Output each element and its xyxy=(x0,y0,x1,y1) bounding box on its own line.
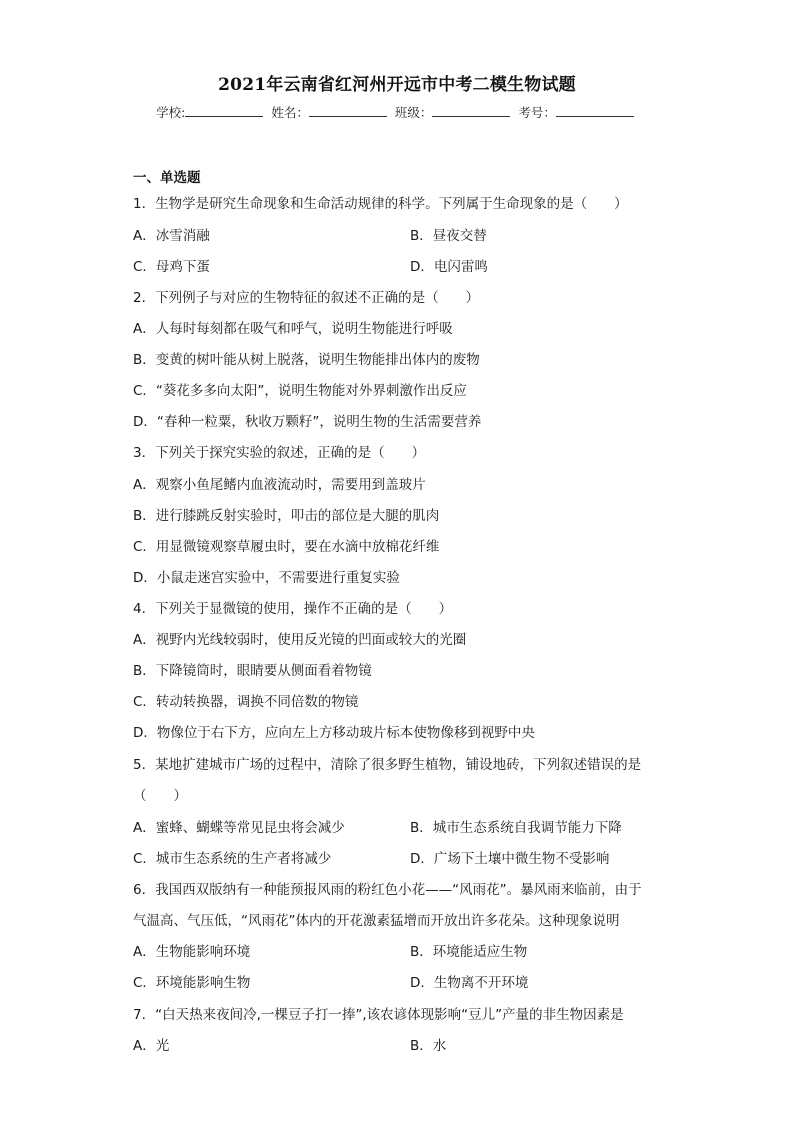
question-4-option-d[interactable]: D．物像位于右下方，应向左上方移动玻片标本使物像移到视野中央 xyxy=(133,725,535,741)
question-2-option-d[interactable]: D．“春种一粒粟，秋收万颗籽”，说明生物的生活需要营养 xyxy=(133,414,482,430)
class-label: 班级： xyxy=(394,105,433,120)
question-2-stem: 2．下列例子与对应的生物特征的叙述不正确的是（ ） xyxy=(133,290,480,306)
question-7-option-a[interactable]: A．光 xyxy=(133,1038,170,1054)
question-3-option-c[interactable]: C．用显微镜观察草履虫时，要在水滴中放棉花纤维 xyxy=(133,539,440,555)
question-7-stem: 7．“白天热来夜间冷,一棵豆子打一捧”,该农谚体现影响“豆儿”产量的非生物因素是 xyxy=(133,1007,624,1023)
question-2-option-b[interactable]: B．变黄的树叶能从树上脱落，说明生物能排出体内的废物 xyxy=(133,352,480,368)
question-5-option-b[interactable]: B．城市生态系统自我调节能力下降 xyxy=(410,820,622,836)
exam-number-blank[interactable] xyxy=(556,104,634,117)
school-blank[interactable] xyxy=(185,104,263,117)
question-1-option-b[interactable]: B．昼夜交替 xyxy=(410,228,487,244)
question-4-option-c[interactable]: C．转动转换器，调换不同倍数的物镜 xyxy=(133,694,359,710)
student-info-line xyxy=(0,103,794,121)
question-3-option-b[interactable]: B．进行膝跳反射实验时，叩击的部位是大腿的肌肉 xyxy=(133,508,440,524)
question-6-stem: 6．我国西双版纳有一种能预报风雨的粉红色小花——“风雨花”。暴风雨来临前，由于 xyxy=(133,882,642,898)
question-4-option-a[interactable]: A．视野内光线较弱时，使用反光镜的凹面或较大的光圈 xyxy=(133,632,467,648)
class-blank[interactable] xyxy=(432,104,510,117)
question-1-stem: 1．生物学是研究生命现象和生命活动规律的科学。下列属于生命现象的是（ ） xyxy=(133,196,628,212)
question-4-option-b[interactable]: B．下降镜筒时，眼睛要从侧面看着物镜 xyxy=(133,663,372,679)
question-5-option-d[interactable]: D．广场下土壤中微生物不受影响 xyxy=(410,851,610,867)
question-3-option-a[interactable]: A．观察小鱼尾鳍内血液流动时，需要用到盖玻片 xyxy=(133,477,426,493)
name-blank[interactable] xyxy=(309,104,387,117)
name-label: 姓名： xyxy=(271,105,309,120)
question-6-option-d[interactable]: D．生物离不开环境 xyxy=(410,975,529,991)
question-7-option-b[interactable]: B．水 xyxy=(410,1038,447,1054)
question-1-option-c[interactable]: C．母鸡下蛋 xyxy=(133,259,210,275)
question-1-option-d[interactable]: D．电闪雷鸣 xyxy=(410,259,488,275)
question-6-stem-cont: 气温高、气压低，“风雨花”体内的开花激素猛增而开放出许多花朵。这种现象说明 xyxy=(133,913,620,929)
question-1-option-a[interactable]: A．冰雪消融 xyxy=(133,228,210,244)
page-title: 2021年云南省红河州开远市中考二模生物试题 xyxy=(218,75,576,95)
question-4-stem: 4．下列关于显微镜的使用，操作不正确的是（ ） xyxy=(133,601,453,617)
question-5-stem-cont: （ ） xyxy=(133,788,187,804)
question-5-stem: 5．某地扩建城市广场的过程中，清除了很多野生植物，铺设地砖，下列叙述错误的是 xyxy=(133,757,642,773)
school-label: 学校: xyxy=(156,105,186,120)
question-6-option-c[interactable]: C．环境能影响生物 xyxy=(133,975,251,991)
question-5-option-c[interactable]: C．城市生态系统的生产者将减少 xyxy=(133,851,332,867)
section-title: 一、单选题 xyxy=(133,170,201,186)
question-5-option-a[interactable]: A．蜜蜂、蝴蝶等常见昆虫将会减少 xyxy=(133,820,345,836)
question-2-option-a[interactable]: A．人每时每刻都在吸气和呼气，说明生物能进行呼吸 xyxy=(133,321,453,337)
question-6-option-a[interactable]: A．生物能影响环境 xyxy=(133,944,251,960)
question-2-option-c[interactable]: C．“葵花多多向太阳”，说明生物能对外界刺激作出反应 xyxy=(133,383,467,399)
question-6-option-b[interactable]: B．环境能适应生物 xyxy=(410,944,528,960)
exam-number-label: 考号： xyxy=(518,105,556,120)
question-3-stem: 3．下列关于探究实验的叙述，正确的是（ ） xyxy=(133,445,426,461)
question-3-option-d[interactable]: D．小鼠走迷宫实验中，不需要进行重复实验 xyxy=(133,570,400,586)
